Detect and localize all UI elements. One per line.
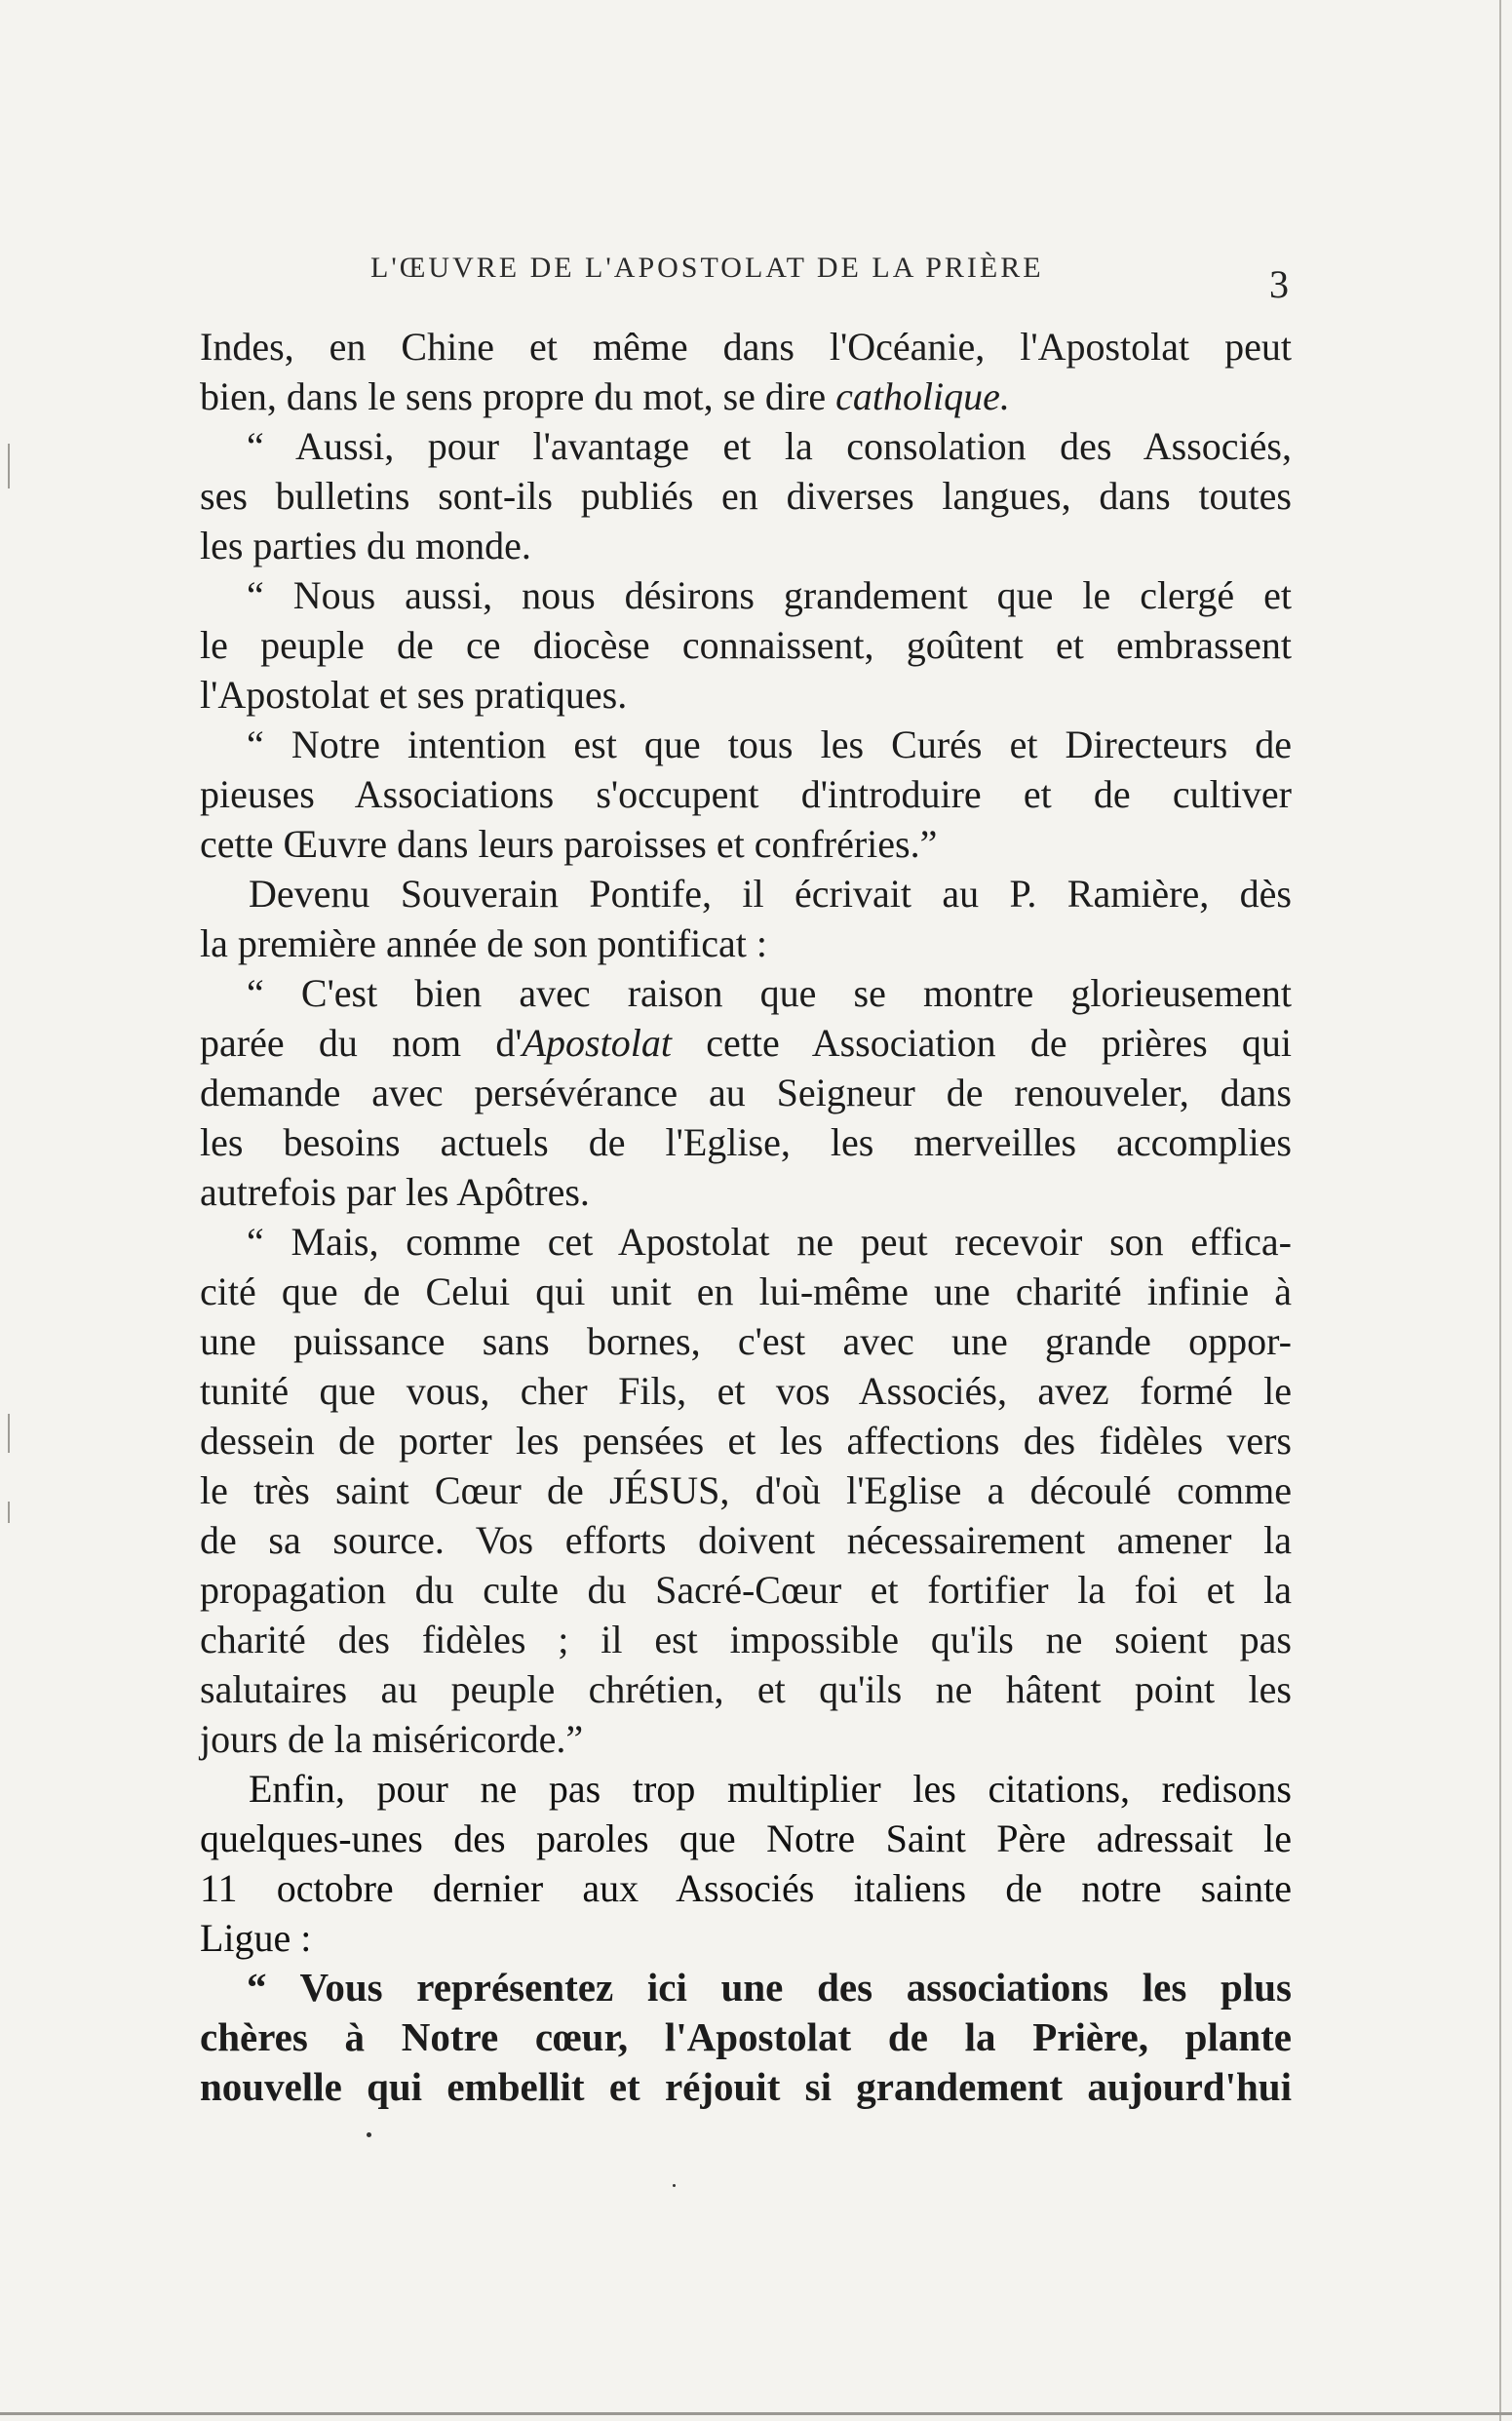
text-line: charité des fidèles ; il est impossible qu'ils ne soient pas [200, 1618, 1292, 1661]
text-line: 11 octobre dernier aux Associés italiens de notre sainte [200, 1866, 1292, 1910]
text-line: Enfin, pour ne pas trop multiplier les citations, redisons [249, 1767, 1292, 1811]
text-line: “ Mais, comme cet Apostolat ne peut recevoir son effica- [247, 1220, 1292, 1264]
ink-speck [367, 2132, 371, 2137]
text-line: Ligue : [200, 1916, 312, 1960]
italic-word: catholique. [835, 374, 1010, 418]
text-line: Indes, en Chine et même dans l'Océanie, l'Apostolat peut [200, 325, 1292, 369]
text-line: nouvelle qui embellit et réjouit si grandement aujourd'hui [200, 2064, 1292, 2109]
text-line: jours de la miséricorde.” [200, 1717, 584, 1761]
text-line [200, 371, 1292, 421]
page-edge-right [1499, 0, 1501, 2421]
text-line: une puissance sans bornes, c'est avec une grande oppor- [200, 1319, 1292, 1363]
text-line: autrefois par les Apôtres. [200, 1170, 590, 1214]
text-line: tunité que vous, cher Fils, et vos Associés, avez formé le [200, 1369, 1292, 1413]
text-line: le très saint Cœur de JÉSUS, d'où l'Eglise a découlé comme [200, 1468, 1292, 1512]
running-header: L'ŒUVRE DE L'APOSTOLAT DE LA PRIÈRE [370, 252, 1044, 284]
text-line [200, 1018, 1292, 1068]
text-line: Devenu Souverain Pontife, il écrivait au P. Ramière, dès [249, 872, 1292, 916]
text-line: salutaires au peuple chrétien, et qu'ils ne hâtent point les [200, 1667, 1292, 1711]
text-line: les parties du monde. [200, 524, 531, 567]
margin-mark [8, 1414, 10, 1453]
text-line: “ Aussi, pour l'avantage et la consolation des Associés, [247, 424, 1292, 468]
page-body [200, 322, 1292, 2112]
page-edge-bottom [0, 2412, 1512, 2415]
text-line: “ C'est bien avec raison que se montre glorieusement [247, 971, 1292, 1015]
text-line: cité que de Celui qui unit en lui-même une charité infinie à [200, 1269, 1292, 1313]
ink-speck [673, 2184, 676, 2187]
text-line: ses bulletins sont-ils publiés en diverses langues, dans toutes [200, 474, 1292, 518]
text-line-content: bien, dans le sens propre du mot, se dire catholique. [200, 374, 1010, 418]
margin-mark [8, 1502, 10, 1523]
text-line: chères à Notre cœur, l'Apostolat de la Prière, plante [200, 2014, 1292, 2059]
margin-mark [8, 444, 10, 488]
text-line: dessein de porter les pensées et les affections des fidèles vers [200, 1419, 1292, 1463]
text-line: propagation du culte du Sacré-Cœur et fortifier la foi et la [200, 1568, 1292, 1612]
text-line: quelques-unes des paroles que Notre Saint Père adressait le [200, 1816, 1292, 1860]
text-line: pieuses Associations s'occupent d'introduire et de cultiver [200, 772, 1292, 816]
text-line: de sa source. Vos efforts doivent nécessairement amener la [200, 1518, 1292, 1562]
text-line: la première année de son pontificat : [200, 921, 767, 965]
text-line: les besoins actuels de l'Eglise, les merveilles accomplies [200, 1120, 1292, 1164]
text-line-content: parée du nom d'Apostolat cette Association de prières qui [200, 1021, 1293, 1065]
page-number: 3 [1269, 262, 1289, 306]
text-line: demande avec persévérance au Seigneur de renouveler, dans [200, 1071, 1292, 1114]
text-line: le peuple de ce diocèse connaissent, goûtent et embrassent [200, 623, 1292, 667]
text-line: “ Vous représentez ici une des associations les plus [247, 1965, 1292, 2010]
text-line: cette Œuvre dans leurs paroisses et confréries.” [200, 822, 938, 866]
text-line: “ Nous aussi, nous désirons grandement que le clergé et [247, 573, 1292, 617]
italic-word: Apostolat [522, 1021, 672, 1065]
text-line: “ Notre intention est que tous les Curés et Directeurs de [247, 722, 1292, 766]
text-line: l'Apostolat et ses pratiques. [200, 673, 628, 717]
